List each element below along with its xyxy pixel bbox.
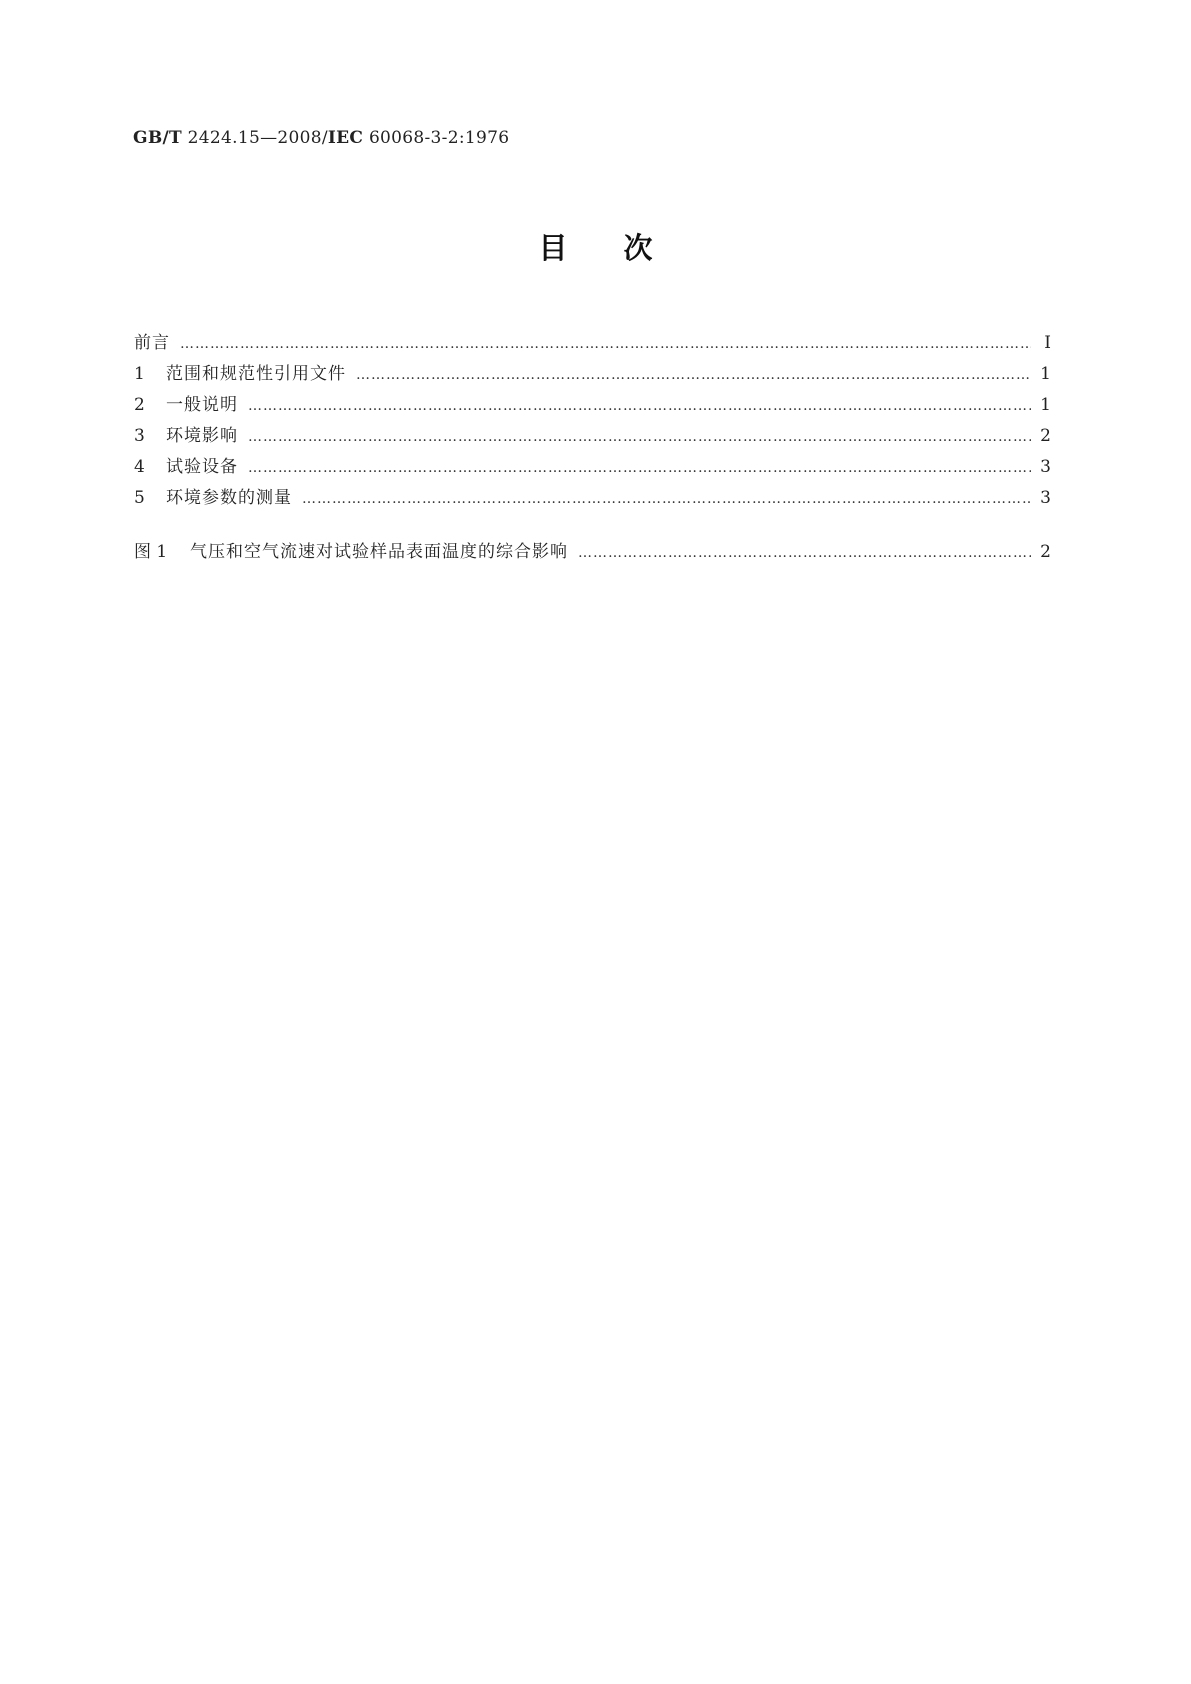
standard-prefix: GB/T [133,128,182,148]
toc-entry-section-5[interactable] [134,483,1051,514]
table-of-contents [134,328,1051,568]
toc-entry-number: 4 [134,457,145,477]
toc-dot-leader [180,329,1031,360]
toc-dot-leader [248,391,1031,422]
toc-page-number: 2 [1040,542,1051,562]
toc-dot-leader [578,538,1031,569]
toc-entry-label: 环境影响 [166,426,238,446]
toc-figure-number: 图 1 [134,542,168,562]
iec-number: 60068-3-2:1976 [368,128,510,148]
toc-dot-leader [302,484,1031,515]
toc-dot-leader [248,453,1031,484]
toc-page-number: 2 [1040,426,1051,446]
toc-entry-label: 环境参数的测量 [166,488,292,508]
toc-gap [134,514,1051,537]
toc-entry-section-2[interactable] [134,390,1051,421]
toc-entry-foreword[interactable] [134,328,1051,359]
toc-entry-section-4[interactable] [134,452,1051,483]
toc-page-number: 3 [1040,488,1051,508]
toc-entry-number: 2 [134,395,145,415]
standard-code-header [133,128,509,148]
toc-entry-section-3[interactable] [134,421,1051,452]
iec-prefix: IEC [327,128,364,148]
toc-entry-figure-1[interactable] [134,537,1051,568]
toc-entry-section-1[interactable] [134,359,1051,390]
toc-dot-leader [248,422,1031,453]
toc-entry-label: 一般说明 [166,395,238,415]
page-title: 目次 [538,231,709,265]
standard-number: 2424.15—2008/ [187,128,328,148]
toc-entry-label: 前言 [134,333,170,353]
toc-page-number: Ⅰ [1044,333,1051,353]
toc-page-number: 1 [1040,395,1051,415]
toc-page-number: 3 [1040,457,1051,477]
toc-entry-label: 气压和空气流速对试验样品表面温度的综合影响 [190,542,568,562]
toc-dot-leader [356,360,1031,391]
toc-entry-label: 试验设备 [166,457,238,477]
toc-page-number: 1 [1040,364,1051,384]
toc-entry-number: 5 [134,488,145,508]
toc-entry-label: 范围和规范性引用文件 [166,364,346,384]
toc-entry-number: 3 [134,426,145,446]
toc-entry-number: 1 [134,364,145,384]
